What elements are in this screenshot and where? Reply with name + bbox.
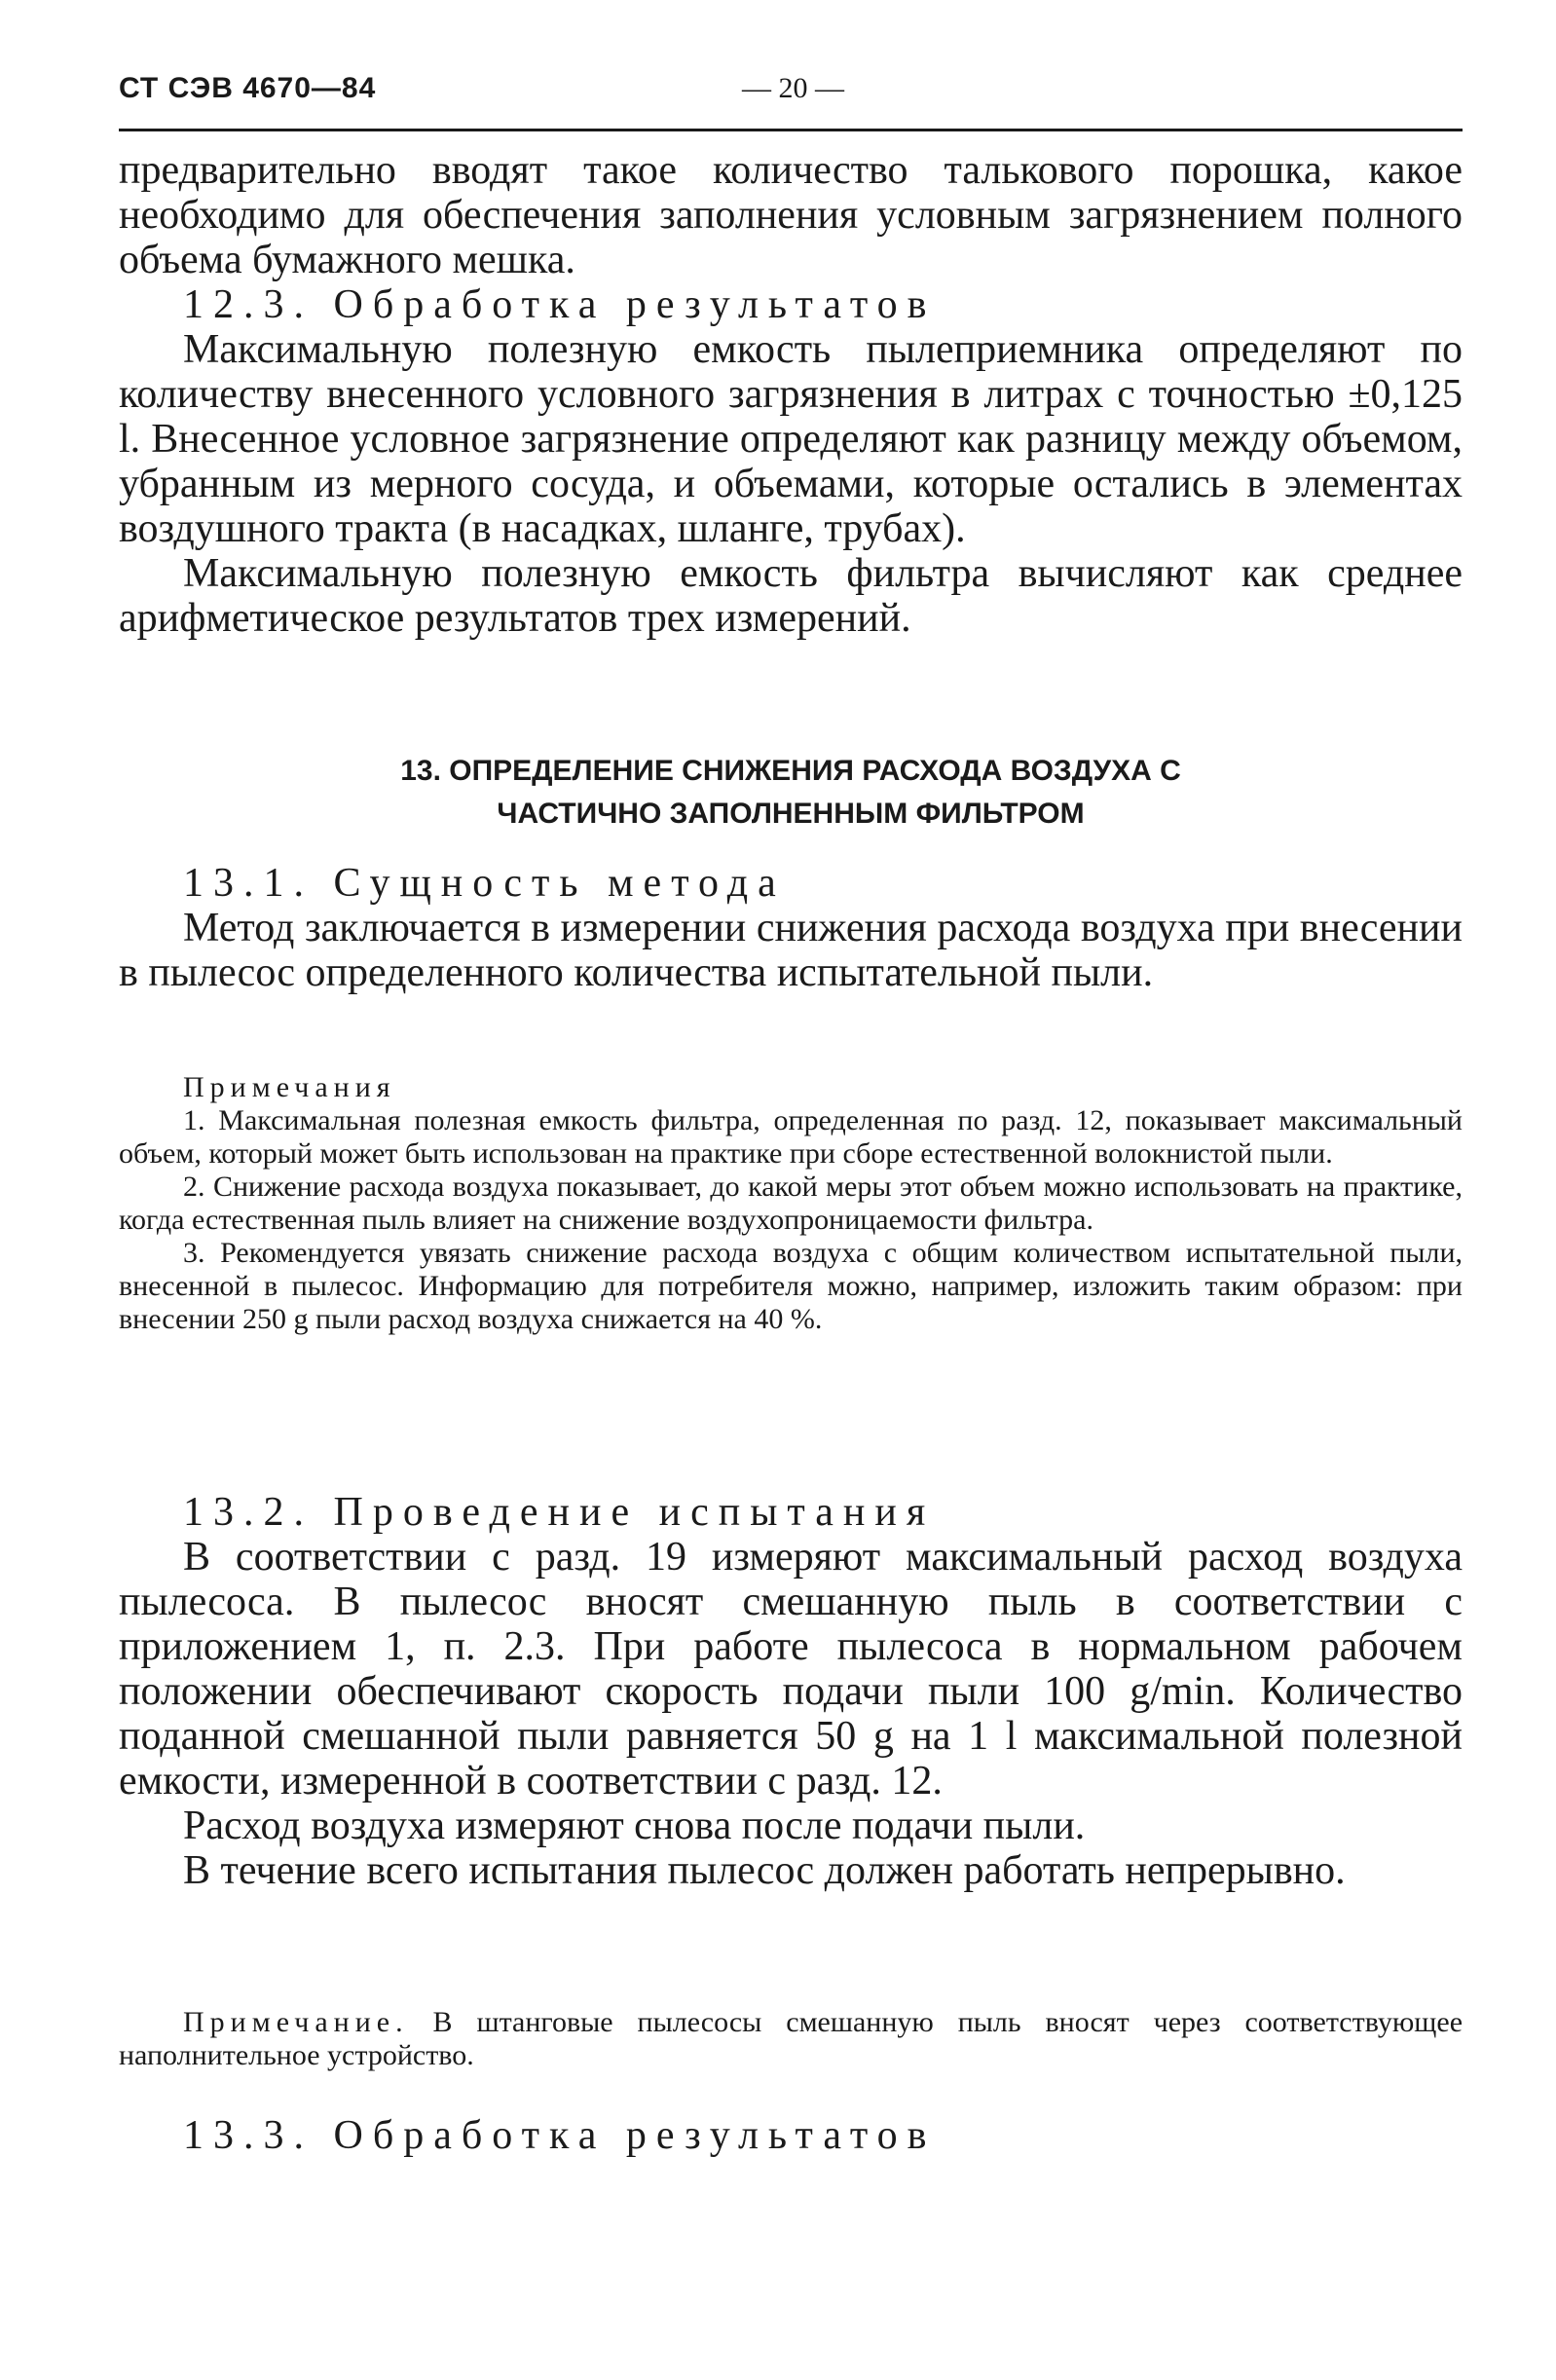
section-title-line-2: ЧАСТИЧНО ЗАПОЛНЕННЫМ ФИЛЬТРОМ <box>497 798 1085 830</box>
notes-heading: Примечания <box>183 1071 396 1103</box>
page-header <box>119 68 1463 119</box>
note-label: Примечание. <box>183 2006 409 2038</box>
paragraph-test-procedure: В соответствии с разд. 19 измеряют максимальный расход воздуха пылесоса. В пылесос вносят смешанную пыль в соответствии с приложением 1, п. 2.3. При работе пылесоса в нормальном рабочем положении обеспечивают скорость подачи пыли 100 g/min. Количество поданной смешанной пыли равняется 50 g на 1 l максимальной полезной емкости, измеренной в соответствии с разд. 12. <box>119 1535 1463 1804</box>
paragraph-continuation: предварительно вводят такое количество талькового порошка, какое необходимо для обеспечения заполнения условным загрязнением полного объема бумажного мешка. <box>119 148 1463 282</box>
text-block-12 <box>119 148 1463 641</box>
section-title-line-1: 13. ОПРЕДЕЛЕНИЕ СНИЖЕНИЯ РАСХОДА ВОЗДУХА С <box>400 755 1181 787</box>
note-paragraph <box>119 2006 1463 2072</box>
text-block-13-2 <box>119 1490 1463 1893</box>
paragraph-test-continuous: В течение всего испытания пылесос должен работать непрерывно. <box>183 1848 1346 1893</box>
paragraph-test-measure: Расход воздуха измеряют снова после подачи пыли. <box>183 1804 1086 1848</box>
paragraph-capacity: Максимальную полезную емкость пылеприемника определяют по количеству внесенного условного загрязнения в литрах с точностью ±0,125 l. Внесенное условное загрязнение определяют как разницу между объемом, убранным из мерного сосуда, и объемами, которые остались в элементах воздушного тракта (в насадках, шланге, трубах). <box>119 327 1463 551</box>
text-block-13-1 <box>119 861 1463 995</box>
text-block-13-3 <box>119 2113 1463 2158</box>
note-item: 1. Максимальная полезная емкость фильтра, определенная по разд. 12, показывает максимальный объем, который может быть использован на практике при сборе естественной волокнистой пыли. <box>119 1104 1463 1170</box>
paragraph-method: Метод заключается в измерении снижения расхода воздуха при внесении в пылесос определенного количества испытательной пыли. <box>119 906 1463 995</box>
note-item: 3. Рекомендуется увязать снижение расхода воздуха с общим количеством испытательной пыли, внесенной в пылесос. Информацию для потребителя можно, например, изложить таким образом: при внесении 250 g пыли расход воздуха снижается на 40 %. <box>119 1237 1463 1335</box>
note-item: 2. Снижение расхода воздуха показывает, до какой меры этот объем можно использовать на практике, когда естественная пыль влияет на снижение воздухопроницаемости фильтра. <box>119 1171 1463 1236</box>
document-code: СТ СЭВ 4670—84 <box>119 72 377 104</box>
subsection-heading-12-3: 12.3. Обработка результатов <box>183 282 937 327</box>
subsection-heading-13-1: 13.1. Сущность метода <box>183 861 786 906</box>
note-text: В штанговые пылесосы смешанную пыль вносят через соответствующее наполнительное устройство. <box>119 2006 1463 2071</box>
section-13-title <box>119 750 1463 836</box>
paragraph-filter: Максимальную полезную емкость фильтра вычисляют как среднее арифметическое результатов трех измерений. <box>119 551 1463 641</box>
subsection-heading-13-3: 13.3. Обработка результатов <box>183 2113 937 2158</box>
note-block <box>119 2006 1463 2072</box>
page-number: — 20 — <box>742 72 844 104</box>
notes-block <box>119 1071 1463 1336</box>
subsection-heading-13-2: 13.2. Проведение испытания <box>183 1490 936 1535</box>
header-rule <box>119 129 1463 131</box>
